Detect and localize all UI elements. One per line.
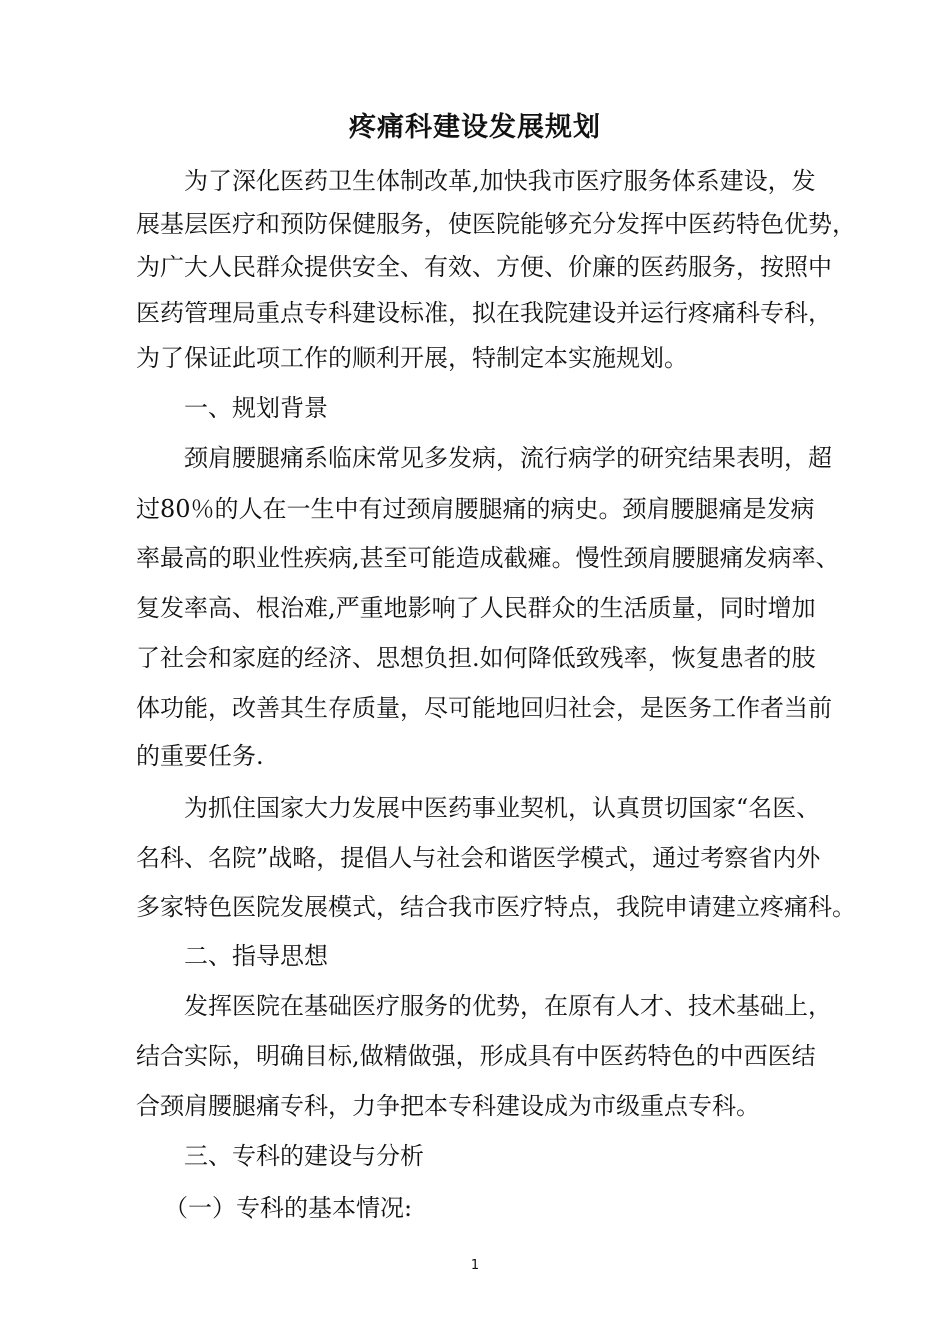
paragraph-1-line-4: 医药管理局重点专科建设标准，拟在我院建设并运行疼痛科专科， — [136, 299, 832, 327]
paragraph-4-line-3: 合颈肩腰腿痛专科，力争把本专科建设成为市级重点专科。 — [136, 1092, 760, 1120]
section-heading-background: 一、规划背景 — [184, 394, 328, 422]
paragraph-2-line-3: 率最高的职业性疾病,甚至可能造成截瘫。慢性颈肩腰腿痛发病率、 — [136, 544, 840, 572]
section-heading-construction-analysis: 三、专科的建设与分析 — [184, 1142, 424, 1170]
paragraph-2-line-5: 了社会和家庭的经济、思想负担.如何降低致残率，恢复患者的肢 — [136, 644, 816, 672]
page-title: 疼痛科建设发展规划 — [349, 112, 601, 143]
paragraph-1-line-2: 展基层医疗和预防保健服务，使医院能够充分发挥中医药特色优势， — [136, 210, 856, 238]
paragraph-3-line-3: 多家特色医院发展模式，结合我市医疗特点，我院申请建立疼痛科。 — [136, 893, 856, 921]
paragraph-2-line-6: 体功能，改善其生存质量，尽可能地回归社会，是医务工作者当前 — [136, 694, 832, 722]
paragraph-4-line-1: 发挥医院在基础医疗服务的优势，在原有人才、技术基础上， — [184, 992, 832, 1020]
paragraph-3-line-1: 为抓住国家大力发展中医药事业契机，认真贯切国家“名医、 — [184, 794, 821, 822]
paragraph-1-line-5: 为了保证此项工作的顺利开展，特制定本实施规划。 — [136, 344, 688, 372]
page-number: 1 — [470, 1258, 480, 1273]
paragraph-2-line-2: 过80％的人在一生中有过颈肩腰腿痛的病史。颈肩腰腿痛是发病 — [136, 495, 815, 523]
subsection-heading-basic-situation: （一）专科的基本情况: — [164, 1194, 413, 1222]
paragraph-2-line-4: 复发率高、根治难,严重地影响了人民群众的生活质量，同时增加 — [136, 594, 816, 622]
paragraph-1-line-1: 为了深化医药卫生体制改革,加快我市医疗服务体系建设，发 — [184, 167, 816, 195]
section-heading-guiding-ideology: 二、指导思想 — [184, 942, 328, 970]
paragraph-1-line-3: 为广大人民群众提供安全、有效、方便、价廉的医药服务，按照中 — [136, 253, 832, 281]
paragraph-2-line-7: 的重要任务. — [136, 742, 264, 770]
paragraph-4-line-2: 结合实际，明确目标,做精做强，形成具有中医药特色的中西医结 — [136, 1042, 816, 1070]
paragraph-3-line-2: 名科、名院”战略，提倡人与社会和谐医学模式，通过考察省内外 — [136, 844, 821, 872]
paragraph-2-line-1: 颈肩腰腿痛系临床常见多发病，流行病学的研究结果表明，超 — [184, 444, 832, 472]
